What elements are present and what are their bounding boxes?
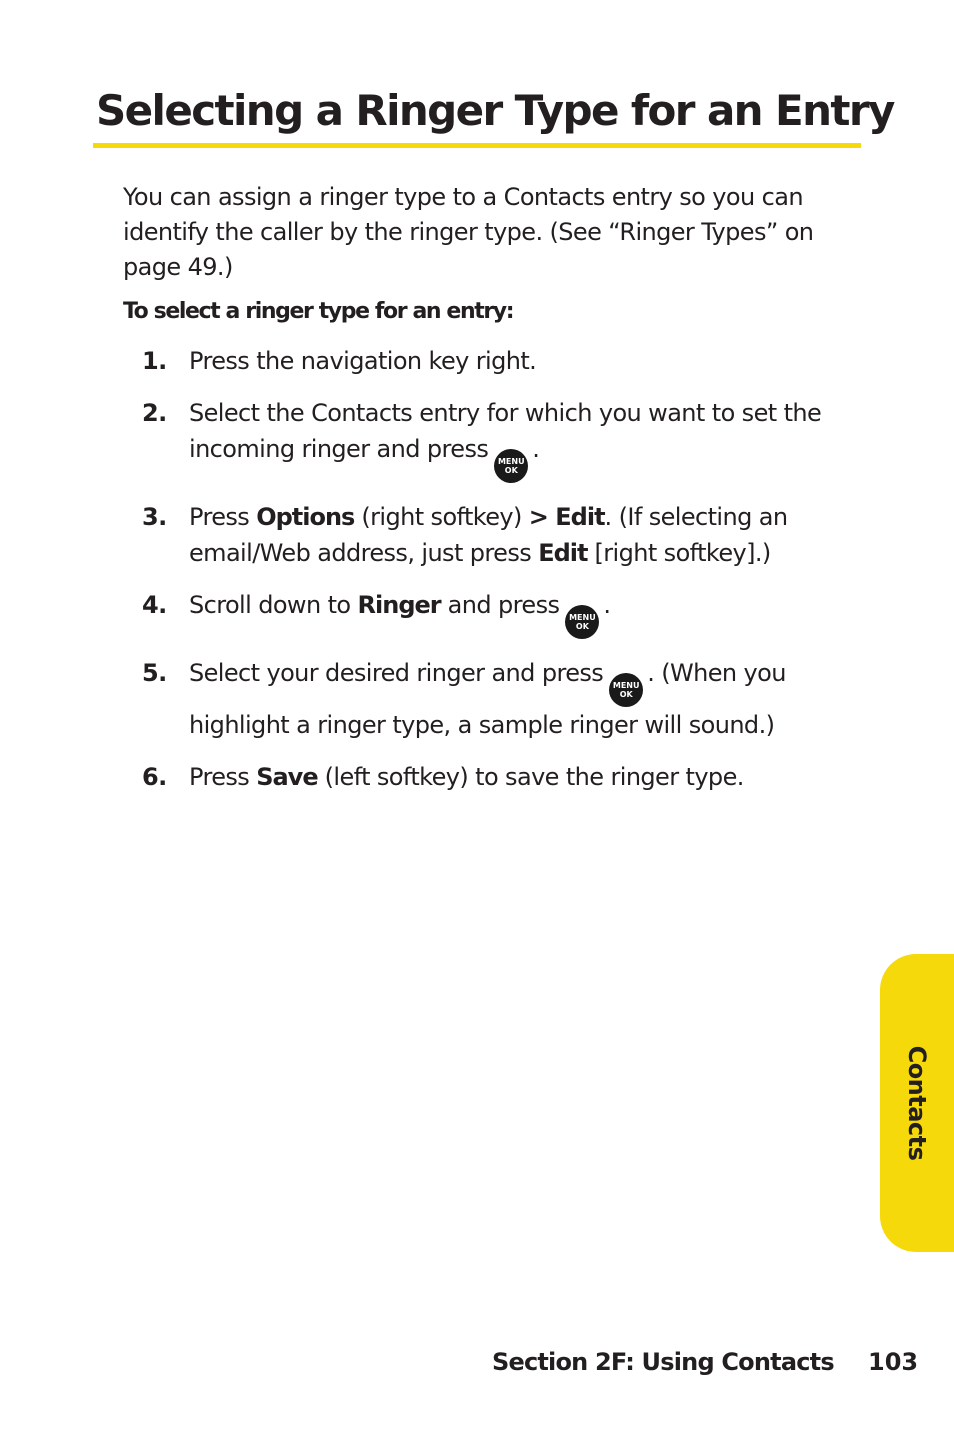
menu-key-bottom: OK bbox=[575, 622, 589, 631]
edit-softkey-label: Edit bbox=[538, 539, 588, 567]
step-2 bbox=[123, 395, 843, 483]
step-number: 4. bbox=[142, 591, 167, 619]
menu-key-bottom: OK bbox=[504, 466, 518, 475]
title-underline bbox=[93, 143, 861, 148]
step-text: (right softkey) bbox=[354, 503, 529, 531]
step-number: 1. bbox=[142, 347, 167, 375]
page-content bbox=[123, 180, 843, 811]
step-number: 2. bbox=[142, 399, 167, 427]
page-title: Selecting a Ringer Type for an Entry bbox=[96, 86, 894, 135]
menu-ok-key-icon bbox=[565, 605, 599, 639]
footer-section-title: Section 2F: Using Contacts bbox=[492, 1348, 834, 1376]
step-text: (left softkey) to save the ringer type. bbox=[317, 763, 744, 791]
step-6 bbox=[123, 759, 843, 795]
step-text: Select your desired ringer and press bbox=[189, 659, 604, 687]
step-text: and press bbox=[440, 591, 560, 619]
step-text: Scroll down to bbox=[189, 591, 358, 619]
intro-paragraph: You can assign a ringer type to a Contacts entry so you can identify the caller by the ringer type. (See “Ringer Types” on page 49.) bbox=[123, 183, 814, 281]
edit-menu-label: > Edit bbox=[528, 503, 605, 531]
menu-key-top: MENU bbox=[569, 613, 596, 622]
step-text: [right softkey].) bbox=[587, 539, 771, 567]
side-tab-label: Contacts bbox=[903, 1045, 931, 1161]
menu-ok-key-icon bbox=[609, 673, 643, 707]
footer-page-number: 103 bbox=[868, 1348, 919, 1376]
section-side-tab bbox=[880, 954, 954, 1252]
step-5 bbox=[123, 655, 843, 743]
step-text: Press bbox=[189, 763, 257, 791]
step-1 bbox=[123, 343, 843, 379]
step-text: Press the navigation key right. bbox=[189, 347, 537, 375]
step-text: . (When you highlight a ringer type, a sample ringer will sound.) bbox=[189, 659, 786, 739]
step-text: Select the Contacts entry for which you want to set the incoming ringer and press bbox=[189, 399, 822, 463]
step-3 bbox=[123, 499, 843, 571]
menu-key-top: MENU bbox=[497, 457, 525, 466]
step-4 bbox=[123, 587, 843, 639]
menu-key-bottom: OK bbox=[619, 690, 633, 699]
step-number: 5. bbox=[142, 659, 167, 687]
menu-key-top: MENU bbox=[612, 681, 640, 690]
steps-list bbox=[123, 343, 843, 795]
step-text: Press bbox=[189, 503, 257, 531]
step-text: . bbox=[532, 435, 540, 463]
menu-ok-key-icon bbox=[494, 449, 528, 483]
step-text: . bbox=[603, 591, 611, 619]
step-text: . (If selecting an email/Web address, just press bbox=[189, 503, 788, 567]
ringer-field-label: Ringer bbox=[357, 591, 441, 619]
procedure-heading: To select a ringer type for an entry: bbox=[123, 299, 514, 324]
options-softkey-label: Options bbox=[256, 503, 355, 531]
step-number: 6. bbox=[142, 763, 167, 791]
step-number: 3. bbox=[142, 503, 167, 531]
save-softkey-label: Save bbox=[256, 763, 318, 791]
